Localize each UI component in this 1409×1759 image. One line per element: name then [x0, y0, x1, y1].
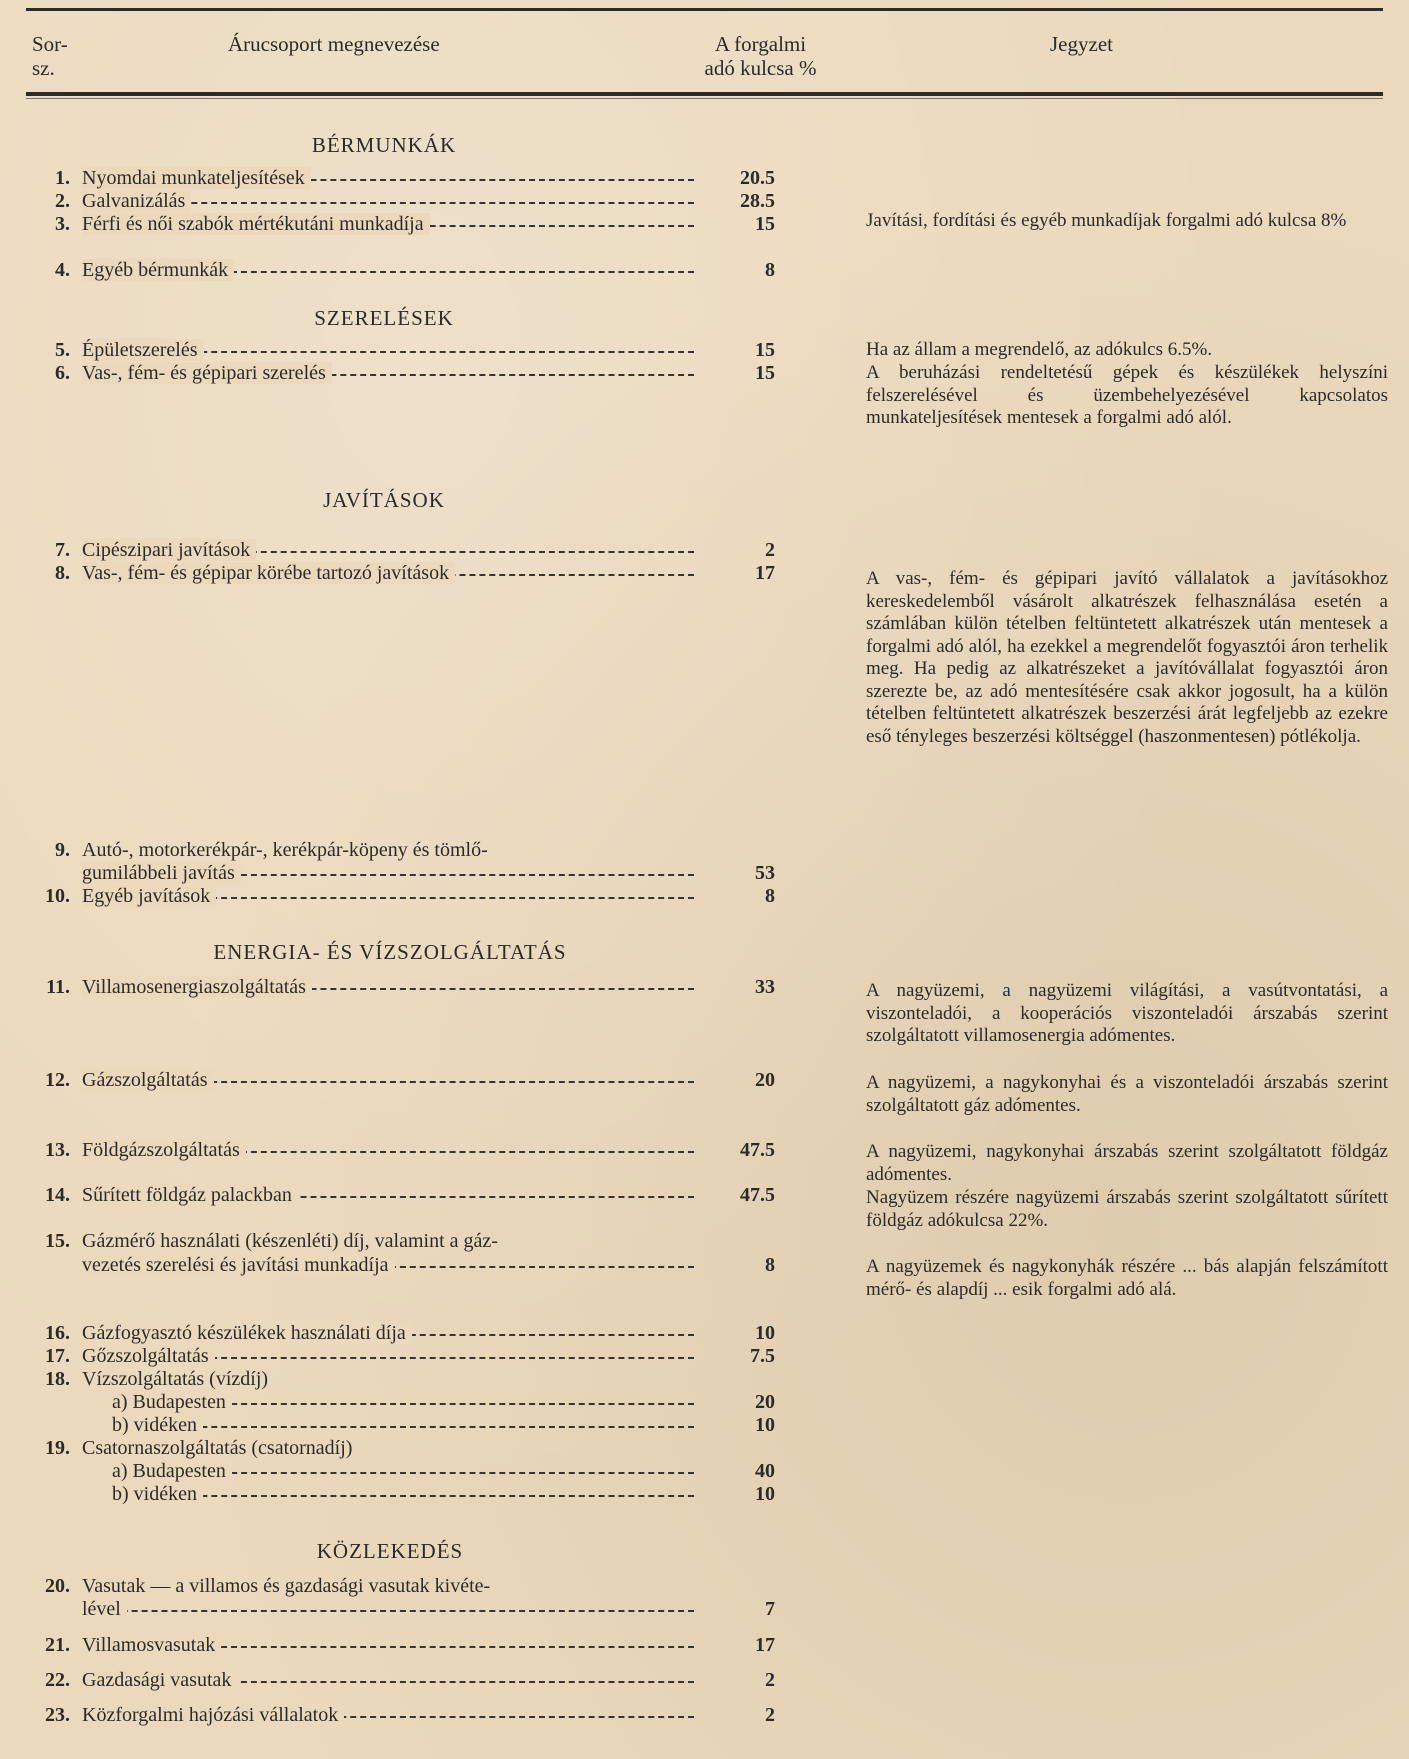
- row-name-continuation: gumilábbeli javítás: [82, 862, 241, 884]
- row-name: Földgázszolgáltatás: [82, 1139, 246, 1161]
- table-row-sub: [0, 1391, 800, 1415]
- row-rate: 8: [765, 259, 775, 281]
- note-text: A nagyüzemi, a nagykonyhai és a viszonteladói árszabás szerint szolgáltatott gáz adómentes.: [866, 1072, 1388, 1116]
- row-number: 3.: [55, 213, 70, 235]
- section-title-bermunkak: BÉRMUNKÁK: [311, 133, 457, 157]
- note-text: A nagyüzemi, a nagyüzemi világítási, a vasútvontatási, a viszonteladói, a kooperációs viszonteladói árszabás szerint szolgáltatott villamosenergia adómentes.: [866, 980, 1388, 1046]
- table-row: [0, 1345, 800, 1369]
- row-number: 13.: [45, 1139, 70, 1161]
- row-name: a) Budapesten: [112, 1391, 232, 1413]
- row-name: Vízszolgáltatás (vízdíj): [82, 1368, 269, 1390]
- table-row: [0, 259, 800, 283]
- row-name: Gázmérő használati (készenléti) díj, valamint a gáz-: [82, 1230, 498, 1252]
- row-rate: 15: [755, 362, 775, 384]
- row-number: 16.: [45, 1322, 70, 1344]
- row-rate: 33: [755, 976, 775, 998]
- row-number: 20.: [45, 1575, 70, 1597]
- header-col-rate: A forgalmi adó kulcsa %: [704, 32, 817, 80]
- row-number: 11.: [46, 976, 70, 998]
- row-number: 5.: [55, 339, 70, 361]
- table-row: [0, 562, 800, 586]
- table-row: [0, 539, 800, 563]
- row-rate: 47.5: [740, 1139, 775, 1161]
- row-rate: 28.5: [740, 190, 775, 212]
- row-rate: 15: [755, 213, 775, 235]
- header-rule: [26, 92, 1383, 96]
- table-row: [0, 1634, 800, 1658]
- row-rate: 20: [755, 1069, 775, 1091]
- row-rate: 20.5: [740, 167, 775, 189]
- section-title-kozlekedes: KÖZLEKEDÉS: [316, 1539, 464, 1563]
- row-number: 12.: [45, 1069, 70, 1091]
- table-row: [0, 1368, 800, 1392]
- note-text: Ha az állam a megrendelő, az adókulcs 6.5%.: [866, 339, 1213, 360]
- table-row-sub: [0, 1460, 800, 1484]
- row-number: 6.: [55, 362, 70, 384]
- row-name: Közforgalmi hajózási vállalatok: [82, 1704, 344, 1726]
- row-number: 10.: [45, 885, 70, 907]
- row-number: 22.: [45, 1669, 70, 1691]
- row-number: 17.: [45, 1345, 70, 1367]
- row-rate: 20: [755, 1391, 775, 1413]
- row-number: 18.: [45, 1368, 70, 1390]
- row-rate: 47.5: [740, 1184, 775, 1206]
- row-name: Gazdasági vasutak: [82, 1669, 237, 1691]
- header-col-number: Sor- sz.: [32, 32, 68, 80]
- row-number: 19.: [45, 1437, 70, 1459]
- table-row: [0, 167, 800, 191]
- row-rate: 2: [765, 1704, 775, 1726]
- section-title-energia: ENERGIA- ÉS VÍZSZOLGÁLTATÁS: [213, 940, 567, 964]
- row-rate: 17: [755, 562, 775, 584]
- note-text: A nagyüzemek és nagykonyhák részére ... bás alapján felszámított mérő- és alapdíj ... esik forgalmi adó alá.: [866, 1256, 1388, 1300]
- row-rate: 10: [755, 1483, 775, 1505]
- note-text: A beruházási rendeltetésű gépek és készülékek helyszíni felszerelésével és üzembehelyezésével kapcsolatos munkateljesítések mentesek a forgalmi adó alól.: [866, 362, 1388, 428]
- table-row-sub: [0, 1483, 800, 1507]
- table-row: [0, 1669, 800, 1693]
- row-name: Villamosvasutak: [82, 1634, 221, 1656]
- row-name: Vas-, fém- és gépipari szerelés: [82, 362, 332, 384]
- row-number: 9.: [55, 839, 70, 861]
- table-row-continuation: [0, 862, 800, 886]
- table-row: [0, 339, 800, 363]
- row-name: b) vidéken: [112, 1414, 203, 1436]
- row-rate: 53: [755, 862, 775, 884]
- note-text: Javítási, fordítási és egyéb munkadíjak forgalmi adó kulcsa 8%: [866, 210, 1347, 231]
- table-row: [0, 1184, 800, 1208]
- row-name: Egyéb bérmunkák: [82, 259, 234, 281]
- row-name: Egyéb javítások: [82, 885, 216, 907]
- table-row: [0, 885, 800, 909]
- table-row: [0, 1139, 800, 1163]
- table-row: [0, 839, 800, 863]
- row-name: Csatornaszolgáltatás (csatornadíj): [82, 1437, 353, 1459]
- table-row: [0, 362, 800, 386]
- row-number: 23.: [45, 1704, 70, 1726]
- row-rate: 2: [765, 539, 775, 561]
- row-number: 1.: [55, 167, 70, 189]
- table-row: [0, 1437, 800, 1461]
- row-rate: 2: [765, 1669, 775, 1691]
- row-rate: 15: [755, 339, 775, 361]
- note-text: A vas-, fém- és gépipari javító vállalatok a javításokhoz kereskedelemből vásárolt alkatrészek felhasználása esetén a számlában külön tételben feltüntetett alkatrészek után mentesek a forgalmi adó alól, ha ezekkel a megrendelőt fogyasztói áron terhelik meg. Ha pedig az alkatrészeket a javítóvállalat fogyasztói áron szerezte be, az adó mentesítésére csak akkor jogosult, ha a külön tételben feltüntetett alkatrészek beszerzési árát legfeljebb az ezekre eső tényleges beszerzési költséggel (haszonmentesen) pótlékolja.: [866, 568, 1388, 747]
- table-row: [0, 1322, 800, 1346]
- row-number: 15.: [45, 1230, 70, 1252]
- table-row: [0, 1575, 800, 1599]
- row-name: Vas-, fém- és gépipar körébe tartozó javítások: [82, 562, 455, 584]
- row-name: Gázszolgáltatás: [82, 1069, 214, 1091]
- row-name-continuation: lével: [82, 1598, 127, 1620]
- section-title-javitasok: JAVÍTÁSOK: [323, 488, 445, 512]
- row-name: b) vidéken: [112, 1483, 203, 1505]
- table-row-sub: [0, 1414, 800, 1438]
- row-name: Autó-, motorkerékpár-, kerékpár-köpeny és tömlő-: [82, 839, 488, 861]
- row-rate: 8: [765, 885, 775, 907]
- table-row: [0, 1230, 800, 1254]
- row-name: Vasutak — a villamos és gazdasági vasutak kivéte-: [82, 1575, 491, 1597]
- row-name: Gázfogyasztó készülékek használati díja: [82, 1322, 412, 1344]
- row-name-continuation: vezetés szerelési és javítási munkadíja: [82, 1254, 395, 1276]
- table-row: [0, 190, 800, 214]
- table-row: [0, 976, 800, 1000]
- row-name: Épületszerelés: [82, 339, 204, 361]
- row-rate: 40: [755, 1460, 775, 1482]
- row-name: Villamosenergiaszolgáltatás: [82, 976, 312, 998]
- row-name: Gőzszolgáltatás: [82, 1345, 215, 1367]
- row-rate: 7: [765, 1598, 775, 1620]
- row-name: Sűrített földgáz palackban: [82, 1184, 298, 1206]
- table-row: [0, 1704, 800, 1728]
- section-title-szerelesek: SZERELÉSEK: [314, 306, 454, 330]
- row-number: 21.: [45, 1634, 70, 1656]
- row-rate: 8: [765, 1254, 775, 1276]
- note-text: Nagyüzem részére nagyüzemi árszabás szerint szolgáltatott sűrített földgáz adókulcsa 22%.: [866, 1187, 1388, 1231]
- table-row-continuation: [0, 1598, 800, 1622]
- table-row: [0, 1069, 800, 1093]
- row-rate: 7.5: [750, 1345, 775, 1367]
- row-name: Cipészipari javítások: [82, 539, 256, 561]
- row-rate: 17: [755, 1634, 775, 1656]
- table-row-continuation: [0, 1254, 800, 1278]
- header-col-group: Árucsoport megnevezése: [228, 32, 440, 56]
- header-rule-thin: [26, 98, 1383, 99]
- header-col-note: Jegyzet: [1050, 32, 1113, 56]
- row-number: 2.: [55, 190, 70, 212]
- row-name: a) Budapesten: [112, 1460, 232, 1482]
- row-name: Férfi és női szabók mértékutáni munkadíja: [82, 213, 430, 235]
- row-name: Nyomdai munkateljesítések: [82, 167, 311, 189]
- row-number: 14.: [45, 1184, 70, 1206]
- row-number: 7.: [55, 539, 70, 561]
- row-name: Galvanizálás: [82, 190, 191, 212]
- row-number: 8.: [55, 562, 70, 584]
- table-row: [0, 213, 800, 237]
- note-text: A nagyüzemi, nagykonyhai árszabás szerint szolgáltatott földgáz adómentes.: [866, 1141, 1388, 1185]
- row-number: 4.: [55, 259, 70, 281]
- top-rule: [26, 8, 1383, 11]
- row-rate: 10: [755, 1322, 775, 1344]
- row-rate: 10: [755, 1414, 775, 1436]
